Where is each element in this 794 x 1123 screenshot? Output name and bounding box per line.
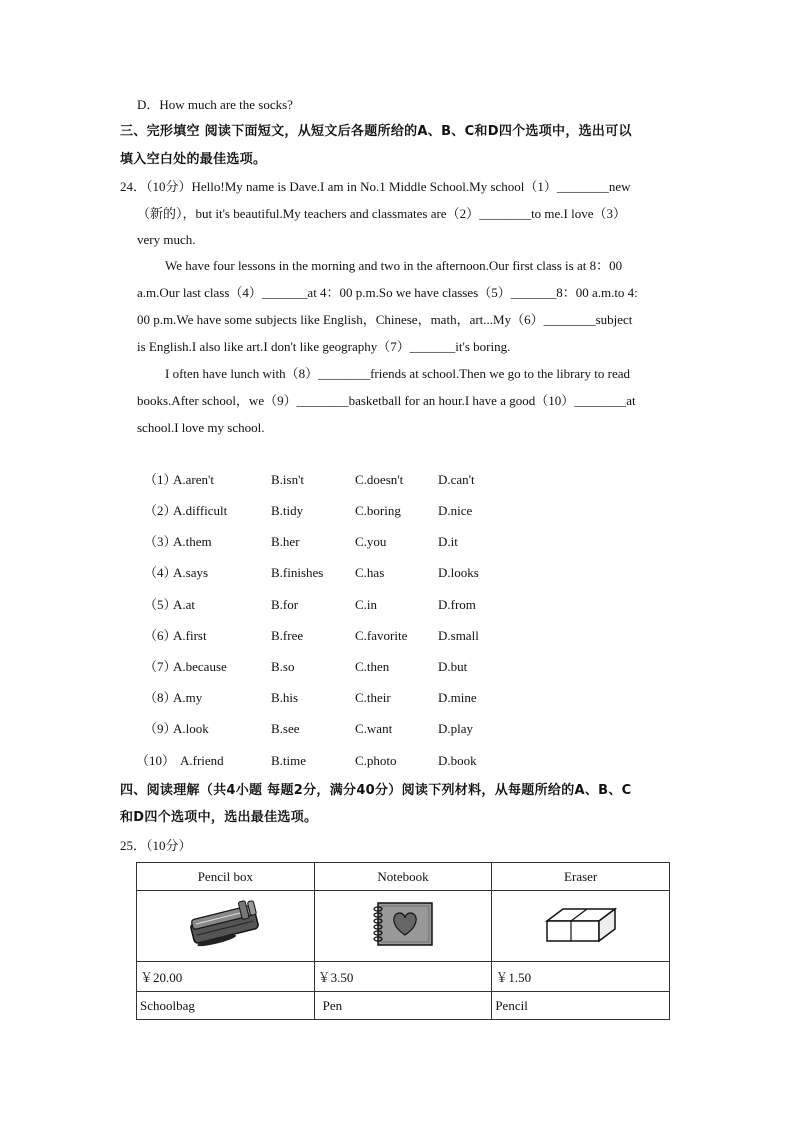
notebook-icon — [370, 899, 436, 953]
passage-line: very much. — [137, 232, 196, 247]
option-number: （7） — [144, 659, 177, 674]
option-number: （10） — [136, 753, 176, 768]
price-cell: ￥1.50 — [492, 962, 670, 992]
option-b[interactable]: B.her — [271, 534, 300, 549]
section-3-heading-line-2: 填入空白处的最佳选项。 — [120, 152, 267, 167]
image-cell — [137, 891, 315, 962]
option-a[interactable]: A.says — [173, 565, 209, 580]
header-cell: Pencil box — [137, 863, 315, 891]
header-cell: Notebook — [314, 863, 492, 891]
item-name-cell: Pencil — [492, 992, 670, 1020]
option-c[interactable]: C.has — [355, 565, 385, 580]
option-c[interactable]: C.photo — [355, 753, 397, 768]
option-d[interactable]: D.it — [438, 534, 458, 549]
question-25-label: 25．（10分） — [120, 838, 192, 853]
image-cell — [314, 891, 492, 962]
option-c[interactable]: C.in — [355, 597, 378, 612]
passage-line: 24．（10分）Hello!My name is Dave.I am in No.1 Middle School.My school（1）________new — [120, 179, 631, 194]
option-b[interactable]: B.his — [271, 690, 299, 705]
section-3-heading-line-1: 三、完形填空 阅读下面短文，从短文后各题所给的A、B、C和D四个选项中，选出可以 — [120, 124, 632, 139]
option-number: （5） — [144, 597, 177, 612]
item-name-cell: Schoolbag — [137, 992, 315, 1020]
option-a[interactable]: A.difficult — [173, 503, 228, 518]
passage-line: is English.I also like art.I don't like geography（7）_______it's boring. — [137, 339, 511, 354]
image-cell — [492, 891, 670, 962]
option-b[interactable]: B.tidy — [271, 503, 304, 518]
table-image-row — [137, 891, 670, 962]
section-4-heading-line-1: 四、阅读理解（共4小题 每题2分，满分40分）阅读下列材料，从每题所给的A、B、C — [120, 783, 632, 798]
option-d[interactable]: D.book — [438, 753, 477, 768]
eraser-icon — [541, 899, 621, 953]
option-d[interactable]: D.from — [438, 597, 476, 612]
option-a[interactable]: A.at — [173, 597, 196, 612]
table-price-row — [137, 962, 670, 992]
option-c[interactable]: C.then — [355, 659, 390, 674]
passage-line: （新的），but it's beautiful.My teachers and classmates are（2）________to me.I love（3） — [137, 206, 627, 221]
price-cell: ￥3.50 — [314, 962, 492, 992]
option-d[interactable]: D.but — [438, 659, 468, 674]
option-a[interactable]: A.friend — [180, 753, 224, 768]
section-4-heading-line-2: 和D四个选项中，选出最佳选项。 — [120, 810, 318, 825]
option-c[interactable]: C.you — [355, 534, 387, 549]
option-number: （9） — [144, 721, 177, 736]
option-a[interactable]: A.look — [173, 721, 209, 736]
option-b[interactable]: B.time — [271, 753, 307, 768]
option-c[interactable]: C.favorite — [355, 628, 408, 643]
option-number: （2） — [144, 503, 177, 518]
option-number: （4） — [144, 565, 177, 580]
header-cell: Eraser — [492, 863, 670, 891]
option-d[interactable]: D.nice — [438, 503, 473, 518]
passage-line: 00 p.m.We have some subjects like English，Chinese，math，art...My（6）________subject — [137, 312, 633, 327]
option-a[interactable]: A.because — [173, 659, 227, 674]
option-b[interactable]: B.for — [271, 597, 299, 612]
option-c[interactable]: C.doesn't — [355, 472, 404, 487]
option-a[interactable]: A.first — [173, 628, 207, 643]
passage-line: books.After school，we（9）________basketball for an hour.I have a good（10）________at — [137, 393, 636, 408]
item-name-cell: Pen — [314, 992, 492, 1020]
table-item-name-row — [137, 992, 670, 1020]
option-d[interactable]: D.can't — [438, 472, 475, 487]
option-a[interactable]: A.them — [173, 534, 212, 549]
option-c[interactable]: C.their — [355, 690, 391, 705]
option-d[interactable]: D.small — [438, 628, 479, 643]
passage-line: a.m.Our last class（4）_______at 4：00 p.m.So we have classes（5）_______8：00 a.m.to 4: — [137, 285, 638, 300]
option-number: （8） — [144, 690, 177, 705]
option-number: （6） — [144, 628, 177, 643]
option-b[interactable]: B.free — [271, 628, 304, 643]
option-c[interactable]: C.boring — [355, 503, 401, 518]
pencil-box-icon — [183, 898, 267, 954]
option-d[interactable]: D.play — [438, 721, 474, 736]
price-cell: ￥20.00 — [137, 962, 315, 992]
option-b[interactable]: B.isn't — [271, 472, 305, 487]
option-a[interactable]: A.my — [173, 690, 203, 705]
option-c[interactable]: C.want — [355, 721, 393, 736]
option-b[interactable]: B.so — [271, 659, 295, 674]
option-b[interactable]: B.finishes — [271, 565, 324, 580]
price-table — [136, 862, 670, 1020]
passage-line: We have four lessons in the morning and two in the afternoon.Our first class is at 8：00 — [165, 258, 623, 273]
table-header-row — [137, 863, 670, 891]
option-a[interactable]: A.aren't — [173, 472, 214, 487]
passage-line: school.I love my school. — [137, 420, 265, 435]
option-number: （1） — [144, 472, 177, 487]
option-b[interactable]: B.see — [271, 721, 300, 736]
option-d[interactable]: D.looks — [438, 565, 479, 580]
option-number: （3） — [144, 534, 177, 549]
passage-line: I often have lunch with（8）________friends at school.Then we go to the library to read — [165, 366, 630, 381]
previous-question-option-d: D．How much are the socks? — [137, 97, 293, 112]
option-d[interactable]: D.mine — [438, 690, 477, 705]
